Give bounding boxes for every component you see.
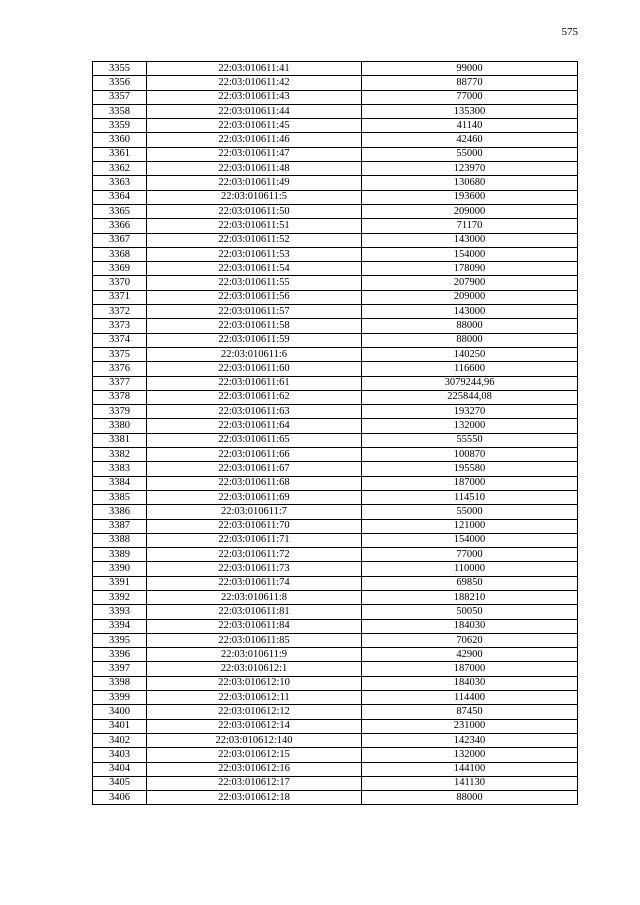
- row-number-cell: 3358: [93, 104, 147, 118]
- cadastral-number-cell: 22:03:010611:53: [147, 247, 362, 261]
- table-row: [93, 147, 578, 161]
- table-row: [93, 733, 578, 747]
- table-row: [93, 176, 578, 190]
- cadastral-number-cell: 22:03:010611:65: [147, 433, 362, 447]
- cadastral-number-cell: 22:03:010611:55: [147, 276, 362, 290]
- cadastral-number-cell: 22:03:010611:54: [147, 262, 362, 276]
- value-cell: 70620: [362, 633, 578, 647]
- value-cell: 193600: [362, 190, 578, 204]
- row-number-cell: 3389: [93, 548, 147, 562]
- table-row: [93, 319, 578, 333]
- value-cell: 69850: [362, 576, 578, 590]
- row-number-cell: 3385: [93, 490, 147, 504]
- row-number-cell: 3374: [93, 333, 147, 347]
- table-row: [93, 390, 578, 404]
- cadastral-number-cell: 22:03:010611:69: [147, 490, 362, 504]
- cadastral-number-cell: 22:03:010611:7: [147, 505, 362, 519]
- cadastral-number-cell: 22:03:010611:72: [147, 548, 362, 562]
- cadastral-number-cell: 22:03:010612:18: [147, 791, 362, 805]
- value-cell: 88770: [362, 76, 578, 90]
- cadastral-number-cell: 22:03:010611:59: [147, 333, 362, 347]
- value-cell: 55000: [362, 505, 578, 519]
- value-cell: 123970: [362, 162, 578, 176]
- row-number-cell: 3400: [93, 705, 147, 719]
- table-row: [93, 305, 578, 319]
- table-row: [93, 90, 578, 104]
- row-number-cell: 3401: [93, 719, 147, 733]
- cadastral-number-cell: 22:03:010611:67: [147, 462, 362, 476]
- row-number-cell: 3362: [93, 162, 147, 176]
- table-row: [93, 204, 578, 218]
- row-number-cell: 3382: [93, 448, 147, 462]
- cadastral-number-cell: 22:03:010611:46: [147, 133, 362, 147]
- table-row: [93, 676, 578, 690]
- cadastral-number-cell: 22:03:010611:6: [147, 347, 362, 361]
- value-cell: 88000: [362, 333, 578, 347]
- value-cell: 188210: [362, 590, 578, 604]
- value-cell: 55550: [362, 433, 578, 447]
- row-number-cell: 3403: [93, 748, 147, 762]
- row-number-cell: 3386: [93, 505, 147, 519]
- cadastral-number-cell: 22:03:010611:43: [147, 90, 362, 104]
- value-cell: 116600: [362, 362, 578, 376]
- table-row: [93, 576, 578, 590]
- cadastral-number-cell: 22:03:010612:16: [147, 762, 362, 776]
- table-row: [93, 762, 578, 776]
- value-cell: 143000: [362, 305, 578, 319]
- value-cell: 132000: [362, 748, 578, 762]
- cadastral-number-cell: 22:03:010611:42: [147, 76, 362, 90]
- value-cell: 154000: [362, 533, 578, 547]
- row-number-cell: 3396: [93, 648, 147, 662]
- value-cell: 121000: [362, 519, 578, 533]
- row-number-cell: 3390: [93, 562, 147, 576]
- row-number-cell: 3357: [93, 90, 147, 104]
- cadastral-number-cell: 22:03:010612:15: [147, 748, 362, 762]
- table-row: [93, 533, 578, 547]
- value-cell: 209000: [362, 290, 578, 304]
- row-number-cell: 3377: [93, 376, 147, 390]
- table-row: [93, 104, 578, 118]
- cadastral-number-cell: 22:03:010611:45: [147, 119, 362, 133]
- row-number-cell: 3399: [93, 691, 147, 705]
- value-cell: 141130: [362, 776, 578, 790]
- table-row: [93, 405, 578, 419]
- table-row: [93, 433, 578, 447]
- value-cell: 77000: [362, 548, 578, 562]
- value-cell: 209000: [362, 204, 578, 218]
- row-number-cell: 3355: [93, 62, 147, 76]
- value-cell: 100870: [362, 448, 578, 462]
- cadastral-number-cell: 22:03:010612:12: [147, 705, 362, 719]
- row-number-cell: 3388: [93, 533, 147, 547]
- row-number-cell: 3368: [93, 247, 147, 261]
- value-cell: 231000: [362, 719, 578, 733]
- row-number-cell: 3383: [93, 462, 147, 476]
- row-number-cell: 3391: [93, 576, 147, 590]
- cadastral-number-cell: 22:03:010611:9: [147, 648, 362, 662]
- cadastral-number-cell: 22:03:010611:8: [147, 590, 362, 604]
- table-row: [93, 633, 578, 647]
- table-row: [93, 419, 578, 433]
- cadastral-number-cell: 22:03:010611:66: [147, 448, 362, 462]
- row-number-cell: 3373: [93, 319, 147, 333]
- table-row: [93, 562, 578, 576]
- value-cell: 187000: [362, 662, 578, 676]
- value-cell: 87450: [362, 705, 578, 719]
- value-cell: 193270: [362, 405, 578, 419]
- row-number-cell: 3372: [93, 305, 147, 319]
- cadastral-number-cell: 22:03:010611:56: [147, 290, 362, 304]
- value-cell: 178090: [362, 262, 578, 276]
- table-row: [93, 662, 578, 676]
- cadastral-number-cell: 22:03:010611:5: [147, 190, 362, 204]
- row-number-cell: 3395: [93, 633, 147, 647]
- table-row: [93, 162, 578, 176]
- cadastral-number-cell: 22:03:010611:58: [147, 319, 362, 333]
- row-number-cell: 3406: [93, 791, 147, 805]
- value-cell: 114400: [362, 691, 578, 705]
- row-number-cell: 3367: [93, 233, 147, 247]
- table-row: [93, 219, 578, 233]
- value-cell: 88000: [362, 791, 578, 805]
- table-row: [93, 476, 578, 490]
- table-row: [93, 490, 578, 504]
- table-row: [93, 590, 578, 604]
- cadastral-number-cell: 22:03:010611:51: [147, 219, 362, 233]
- cadastral-number-cell: 22:03:010611:85: [147, 633, 362, 647]
- cadastral-number-cell: 22:03:010611:71: [147, 533, 362, 547]
- row-number-cell: 3375: [93, 347, 147, 361]
- table-row: [93, 262, 578, 276]
- value-cell: 99000: [362, 62, 578, 76]
- table-row: [93, 791, 578, 805]
- row-number-cell: 3381: [93, 433, 147, 447]
- table-row: [93, 605, 578, 619]
- cadastral-number-cell: 22:03:010611:52: [147, 233, 362, 247]
- table-row: [93, 133, 578, 147]
- table-row: [93, 505, 578, 519]
- value-cell: 143000: [362, 233, 578, 247]
- value-cell: 77000: [362, 90, 578, 104]
- cadastral-number-cell: 22:03:010612:10: [147, 676, 362, 690]
- page-number: 575: [561, 26, 578, 38]
- row-number-cell: 3376: [93, 362, 147, 376]
- table-row: [93, 362, 578, 376]
- cadastral-number-cell: 22:03:010611:68: [147, 476, 362, 490]
- table-row: [93, 276, 578, 290]
- value-cell: 207900: [362, 276, 578, 290]
- cadastral-number-cell: 22:03:010611:49: [147, 176, 362, 190]
- table-row: [93, 190, 578, 204]
- value-cell: 130680: [362, 176, 578, 190]
- table-body: [93, 62, 578, 805]
- row-number-cell: 3365: [93, 204, 147, 218]
- table-row: [93, 233, 578, 247]
- cadastral-number-cell: 22:03:010611:63: [147, 405, 362, 419]
- row-number-cell: 3394: [93, 619, 147, 633]
- row-number-cell: 3380: [93, 419, 147, 433]
- value-cell: 114510: [362, 490, 578, 504]
- value-cell: 41140: [362, 119, 578, 133]
- row-number-cell: 3361: [93, 147, 147, 161]
- cadastral-number-cell: 22:03:010611:48: [147, 162, 362, 176]
- cadastral-number-cell: 22:03:010611:47: [147, 147, 362, 161]
- value-cell: 42900: [362, 648, 578, 662]
- table-row: [93, 333, 578, 347]
- cadastral-number-cell: 22:03:010611:62: [147, 390, 362, 404]
- table-row: [93, 691, 578, 705]
- row-number-cell: 3371: [93, 290, 147, 304]
- row-number-cell: 3398: [93, 676, 147, 690]
- value-cell: 71170: [362, 219, 578, 233]
- row-number-cell: 3370: [93, 276, 147, 290]
- cadastral-number-cell: 22:03:010611:50: [147, 204, 362, 218]
- table-row: [93, 290, 578, 304]
- table-row: [93, 748, 578, 762]
- table-row: [93, 247, 578, 261]
- cadastral-number-cell: 22:03:010611:64: [147, 419, 362, 433]
- cadastral-number-cell: 22:03:010612:140: [147, 733, 362, 747]
- row-number-cell: 3369: [93, 262, 147, 276]
- cadastral-number-cell: 22:03:010611:81: [147, 605, 362, 619]
- cadastral-number-cell: 22:03:010611:44: [147, 104, 362, 118]
- value-cell: 132000: [362, 419, 578, 433]
- table-row: [93, 376, 578, 390]
- row-number-cell: 3387: [93, 519, 147, 533]
- cadastral-number-cell: 22:03:010611:70: [147, 519, 362, 533]
- cadastral-number-cell: 22:03:010611:73: [147, 562, 362, 576]
- table-row: [93, 776, 578, 790]
- value-cell: 50050: [362, 605, 578, 619]
- cadastral-number-cell: 22:03:010611:57: [147, 305, 362, 319]
- table-row: [93, 648, 578, 662]
- table-row: [93, 62, 578, 76]
- value-cell: 154000: [362, 247, 578, 261]
- value-cell: 144100: [362, 762, 578, 776]
- table-row: [93, 619, 578, 633]
- table-row: [93, 119, 578, 133]
- data-table: [92, 61, 578, 805]
- value-cell: 55000: [362, 147, 578, 161]
- value-cell: 88000: [362, 319, 578, 333]
- value-cell: 3079244,96: [362, 376, 578, 390]
- value-cell: 135300: [362, 104, 578, 118]
- cadastral-number-cell: 22:03:010612:14: [147, 719, 362, 733]
- cadastral-number-cell: 22:03:010611:60: [147, 362, 362, 376]
- row-number-cell: 3404: [93, 762, 147, 776]
- row-number-cell: 3379: [93, 405, 147, 419]
- table-row: [93, 448, 578, 462]
- row-number-cell: 3366: [93, 219, 147, 233]
- value-cell: 184030: [362, 619, 578, 633]
- table-row: [93, 719, 578, 733]
- row-number-cell: 3356: [93, 76, 147, 90]
- value-cell: 187000: [362, 476, 578, 490]
- value-cell: 42460: [362, 133, 578, 147]
- cadastral-number-cell: 22:03:010611:61: [147, 376, 362, 390]
- cadastral-number-cell: 22:03:010612:11: [147, 691, 362, 705]
- row-number-cell: 3364: [93, 190, 147, 204]
- value-cell: 195580: [362, 462, 578, 476]
- value-cell: 110000: [362, 562, 578, 576]
- row-number-cell: 3397: [93, 662, 147, 676]
- row-number-cell: 3405: [93, 776, 147, 790]
- table-row: [93, 462, 578, 476]
- row-number-cell: 3363: [93, 176, 147, 190]
- row-number-cell: 3393: [93, 605, 147, 619]
- value-cell: 142340: [362, 733, 578, 747]
- cadastral-number-cell: 22:03:010612:1: [147, 662, 362, 676]
- table-row: [93, 519, 578, 533]
- row-number-cell: 3392: [93, 590, 147, 604]
- cadastral-number-cell: 22:03:010612:17: [147, 776, 362, 790]
- table-row: [93, 548, 578, 562]
- row-number-cell: 3359: [93, 119, 147, 133]
- value-cell: 225844,08: [362, 390, 578, 404]
- cadastral-number-cell: 22:03:010611:84: [147, 619, 362, 633]
- table-row: [93, 347, 578, 361]
- cadastral-number-cell: 22:03:010611:41: [147, 62, 362, 76]
- row-number-cell: 3360: [93, 133, 147, 147]
- row-number-cell: 3384: [93, 476, 147, 490]
- value-cell: 184030: [362, 676, 578, 690]
- row-number-cell: 3378: [93, 390, 147, 404]
- cadastral-number-cell: 22:03:010611:74: [147, 576, 362, 590]
- table-row: [93, 76, 578, 90]
- value-cell: 140250: [362, 347, 578, 361]
- table-row: [93, 705, 578, 719]
- row-number-cell: 3402: [93, 733, 147, 747]
